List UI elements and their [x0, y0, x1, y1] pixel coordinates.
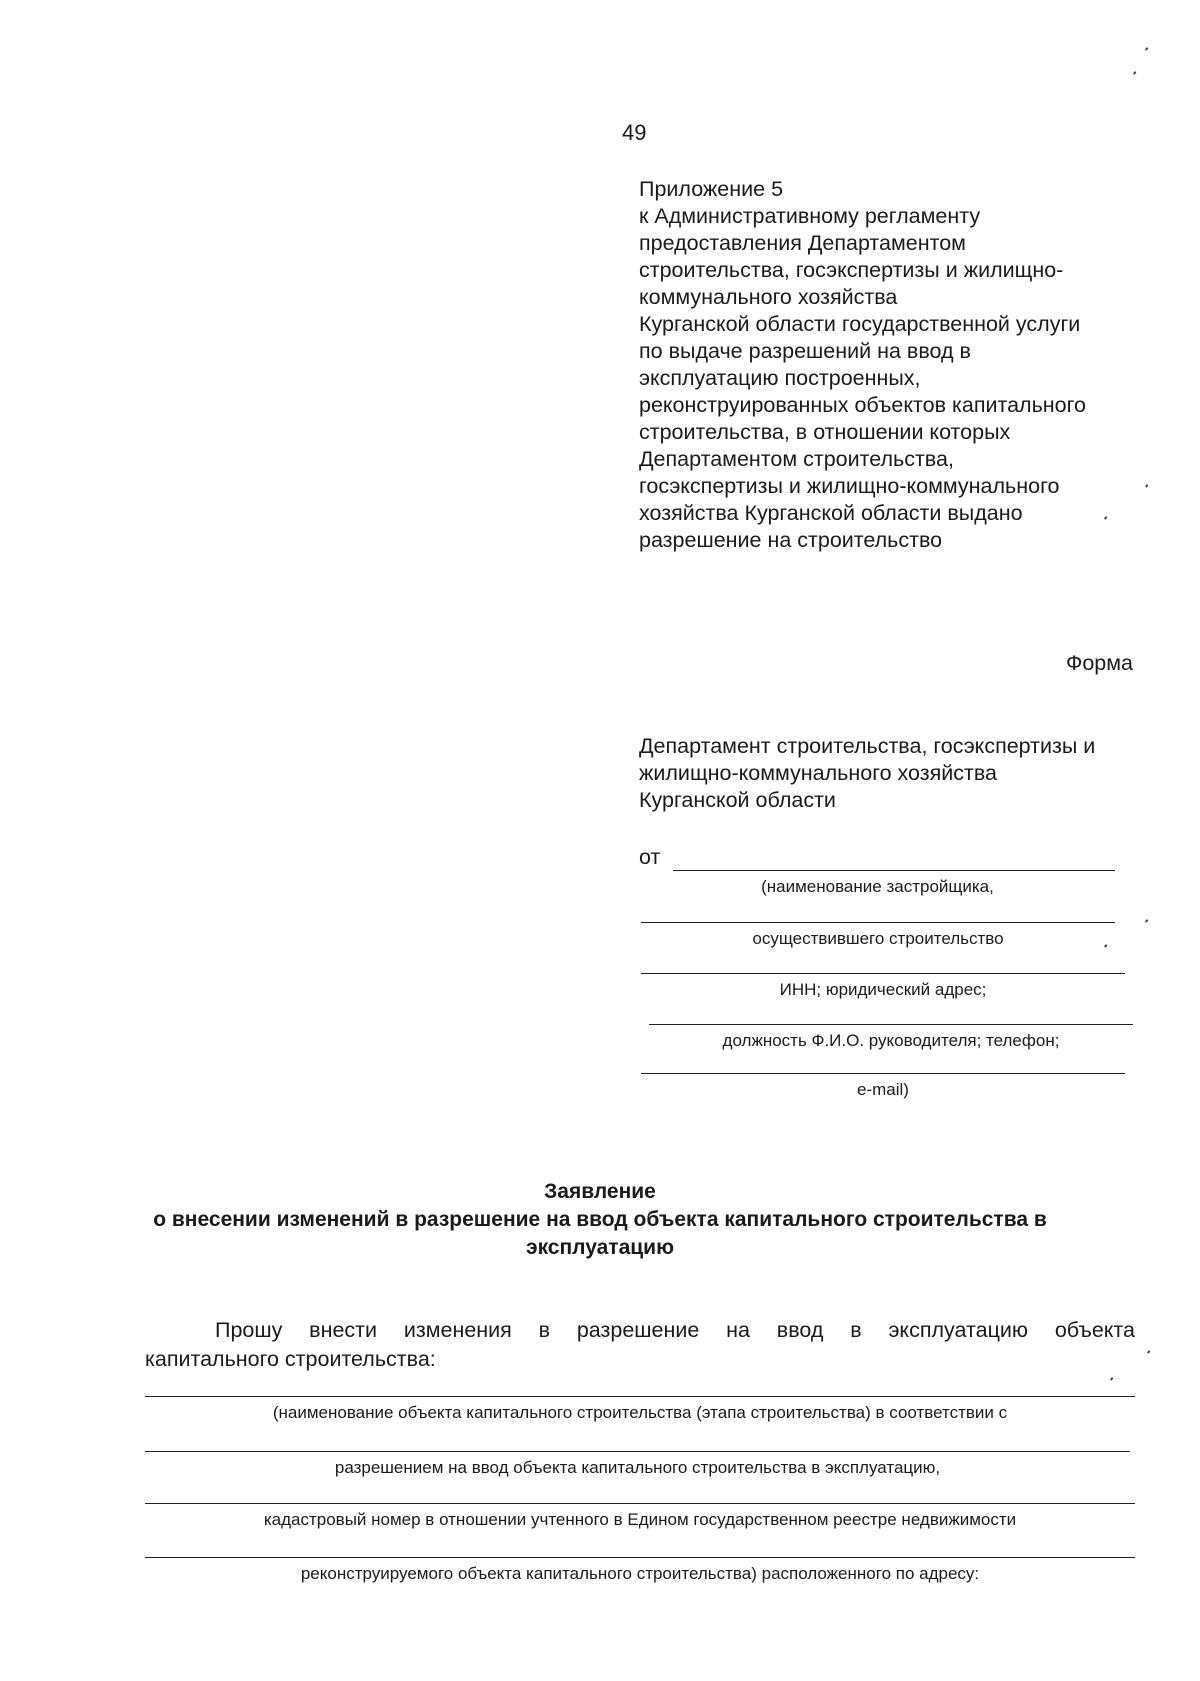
addressee-line: Департамент строительства, госэкспертизы и — [639, 734, 1096, 758]
appendix-line: Департаментом строительства, — [639, 447, 954, 471]
appendix-line: реконструированных объектов капитального — [639, 393, 1086, 417]
scan-speck — [1110, 1377, 1113, 1380]
object-caption: разрешением на ввод объекта капитального строительства в эксплуатацию, — [334, 1458, 941, 1477]
appendix-header — [639, 176, 1119, 554]
object-line[interactable] — [145, 1503, 1135, 1504]
applicant-caption: ИНН; юридический адрес; — [779, 980, 987, 999]
page-number: 49 — [622, 120, 647, 145]
appendix-line: хозяйства Курганской области выдано — [639, 501, 1023, 525]
from-prefix: от — [639, 845, 661, 869]
scan-speck — [1145, 484, 1148, 487]
appendix-line: Приложение 5 — [639, 177, 784, 201]
addressee-line: Курганской области — [639, 788, 836, 812]
object-line[interactable] — [145, 1557, 1135, 1558]
scan-speck — [1145, 47, 1148, 50]
addressee-block — [639, 733, 1095, 814]
appendix-line: Курганской области государственной услуги — [639, 312, 1081, 336]
appendix-line: по выдаче разрешений на ввод в — [639, 339, 971, 363]
scan-speck — [1133, 71, 1136, 74]
title-line: Заявление — [544, 1180, 656, 1203]
object-name-line[interactable] — [145, 1396, 1135, 1397]
request-line: капитального строительства: — [145, 1347, 436, 1371]
applicant-caption: (наименование застройщика, — [761, 877, 994, 896]
applicant-name-line[interactable] — [673, 870, 1115, 871]
addressee-line: жилищно-коммунального хозяйства — [639, 761, 997, 785]
object-caption: кадастровый номер в отношении учтенного в Едином государственном реестре недвижимости — [263, 1510, 1017, 1529]
object-line[interactable] — [145, 1451, 1130, 1452]
applicant-caption: e-mail) — [857, 1080, 909, 1099]
title-line: эксплуатацию — [525, 1236, 675, 1259]
appendix-line: эксплуатацию построенных, — [639, 366, 921, 390]
document-title — [0, 1178, 1200, 1262]
appendix-line: строительства, госэкспертизы и жилищно- — [639, 258, 1064, 282]
form-label: Форма — [1066, 651, 1133, 675]
applicant-caption: осуществившего строительство — [752, 929, 1004, 948]
applicant-line[interactable] — [641, 973, 1125, 974]
applicant-line[interactable] — [641, 1073, 1125, 1074]
scan-speck — [1145, 919, 1148, 922]
scan-speck — [1147, 1350, 1150, 1353]
applicant-line[interactable] — [649, 1024, 1133, 1025]
appendix-line: госэкспертизы и жилищно-коммунального — [639, 474, 1060, 498]
applicant-caption: должность Ф.И.О. руководителя; телефон; — [722, 1031, 1060, 1050]
object-caption: реконструируемого объекта капитального строительства) расположенного по адресу: — [300, 1564, 980, 1583]
object-caption: (наименование объекта капитального строительства (этапа строительства) в соответствии с — [272, 1403, 1008, 1422]
applicant-line[interactable] — [641, 922, 1115, 923]
request-line: Прошу внести изменения в разрешение на ввод в эксплуатацию объекта — [215, 1318, 1135, 1342]
appendix-line: строительства, в отношении которых — [639, 420, 1011, 444]
title-line: о внесении изменений в разрешение на ввод объекта капитального строительства в — [153, 1208, 1047, 1231]
appendix-line: коммунального хозяйства — [639, 285, 898, 309]
appendix-line: предоставления Департаментом — [639, 231, 966, 255]
request-paragraph — [145, 1316, 1135, 1374]
appendix-line: к Административному регламенту — [639, 204, 981, 228]
appendix-line: разрешение на строительство — [639, 528, 943, 552]
